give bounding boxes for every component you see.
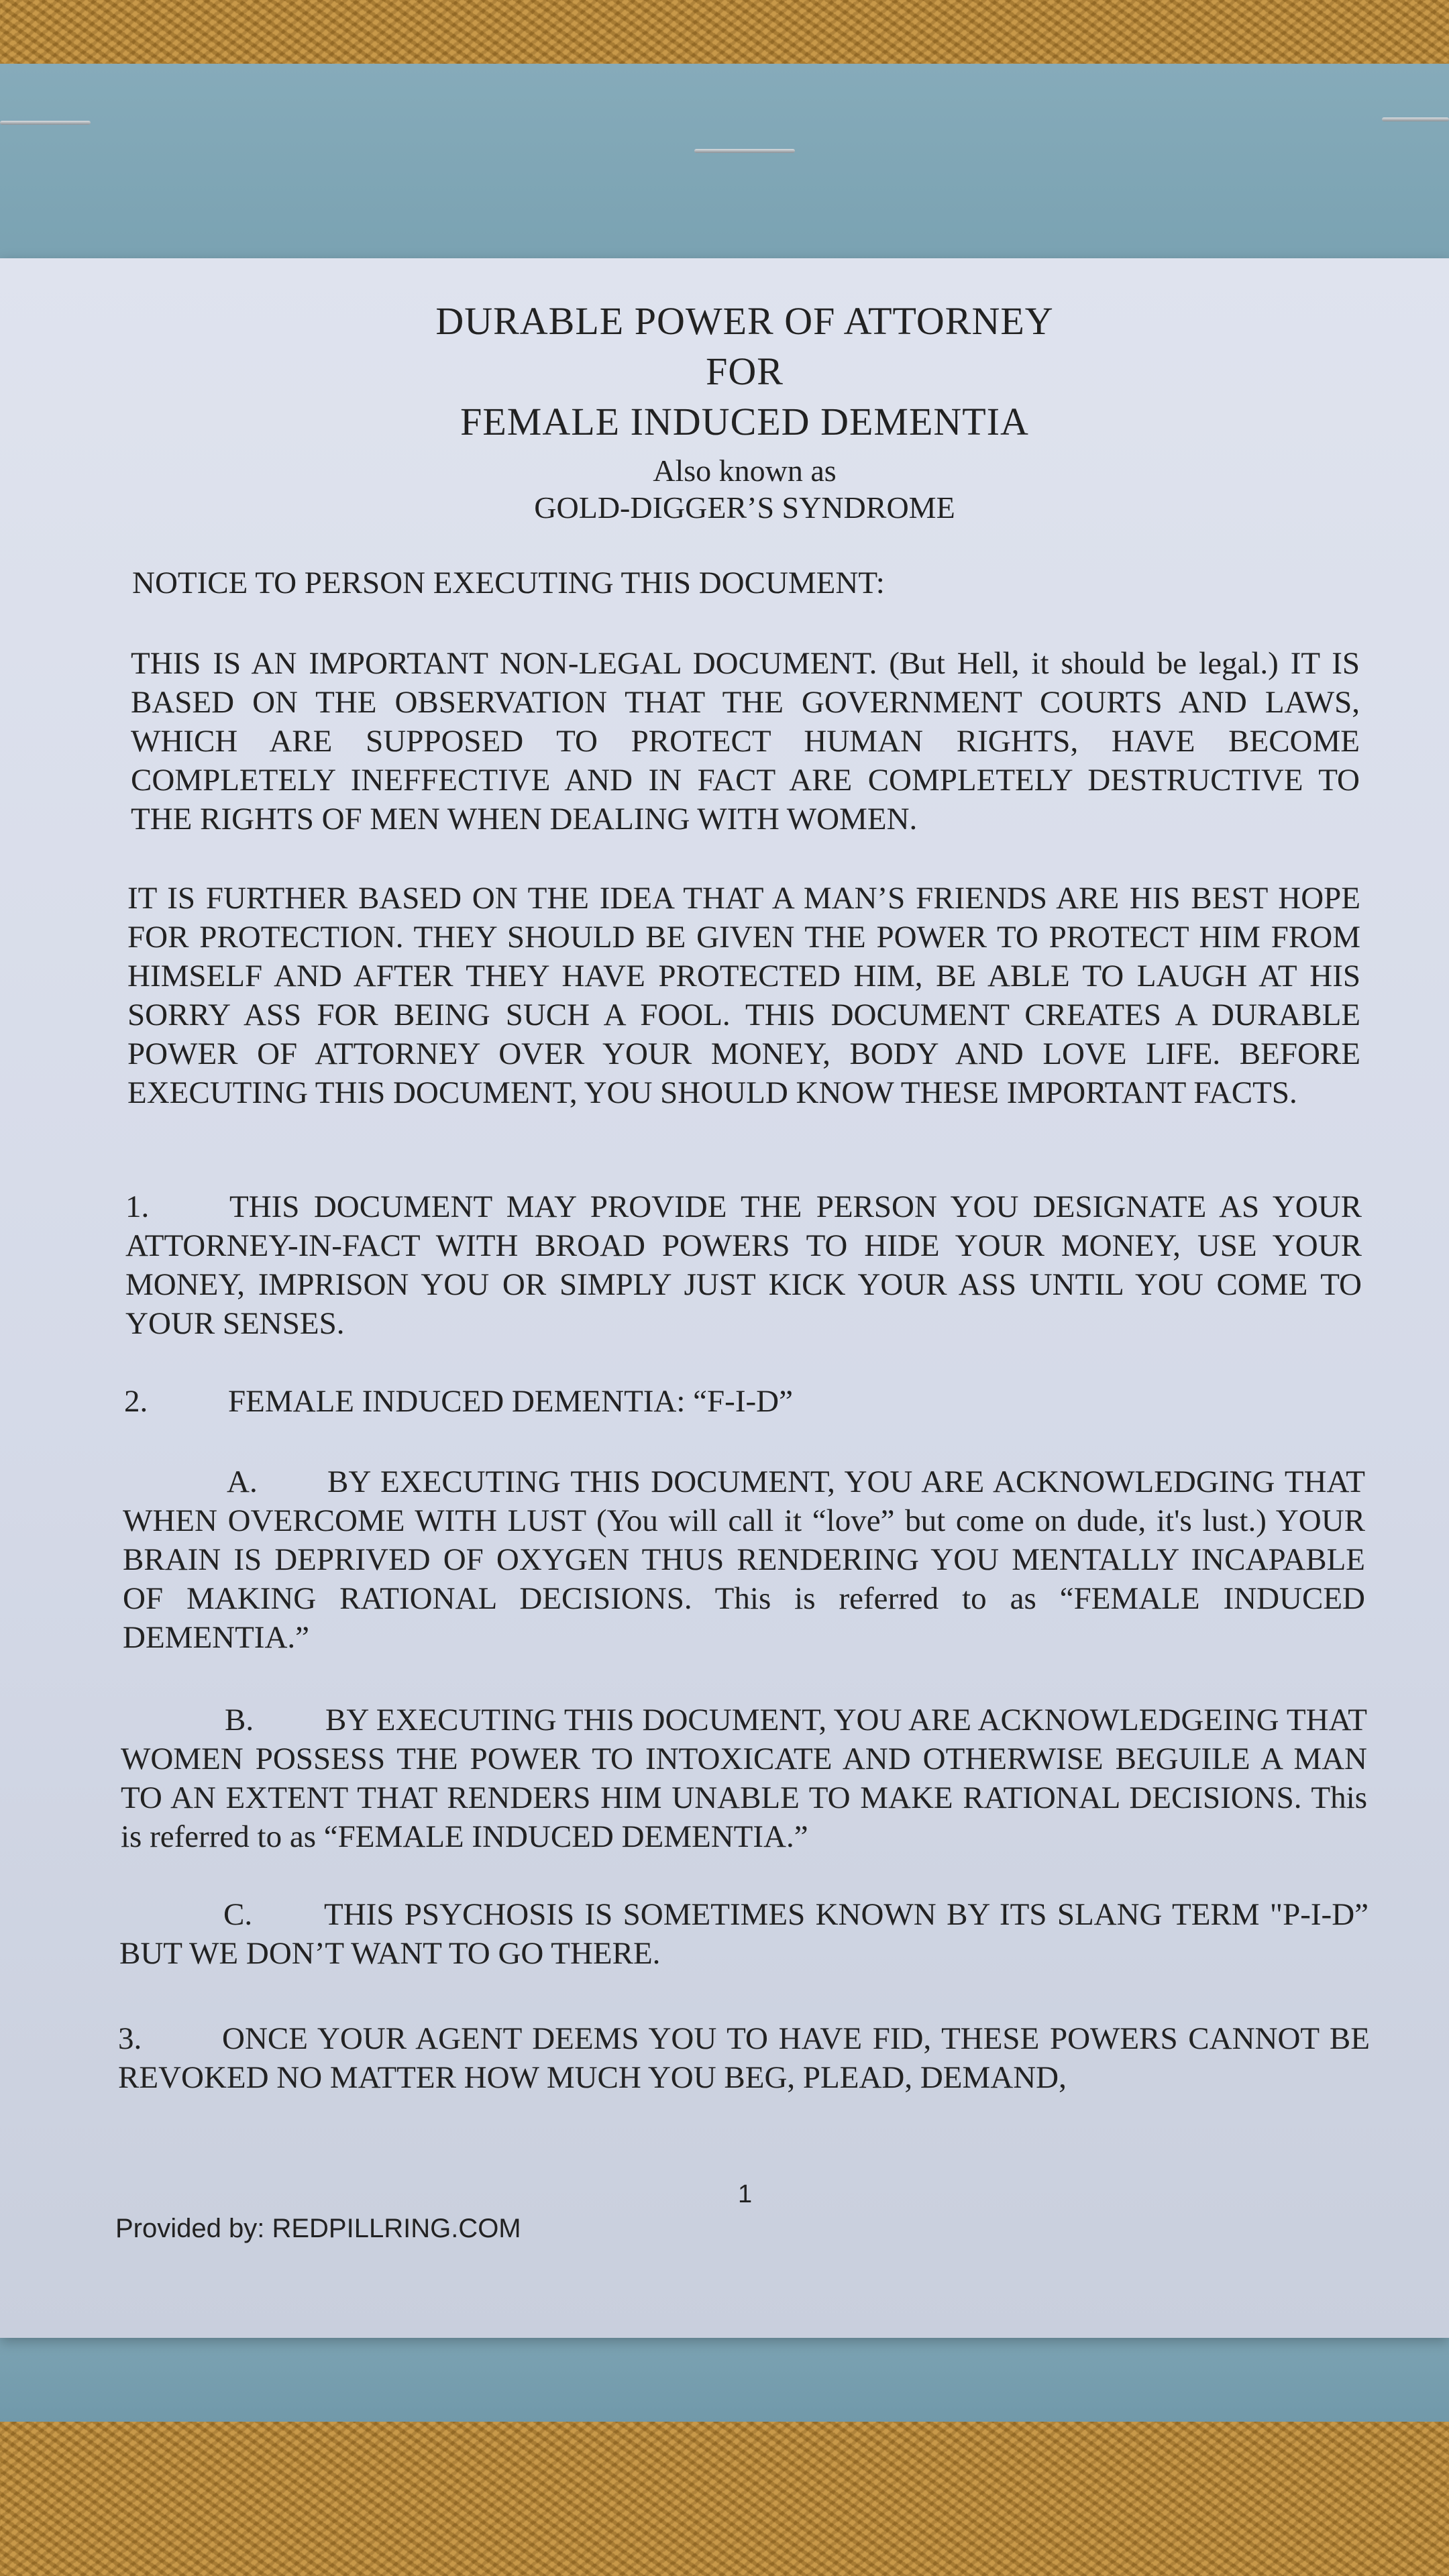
document-title-line-1: DURABLE POWER OF ATTORNEY	[435, 299, 1054, 343]
document-title-line-3: FEMALE INDUCED DEMENTIA	[460, 400, 1029, 443]
provided-by-footer: Provided by: REDPILLRING.COM	[115, 2214, 521, 2243]
list-item-text: FEMALE INDUCED DEMENTIA: “F-I-D”	[228, 1384, 793, 1419]
sub-item-text: BY EXECUTING THIS DOCUMENT, YOU ARE ACKNOWLEDGING THAT WHEN OVERCOME WITH LUST (You will call it “love” but come on dude, it's lust.) YOUR BRAIN IS DEPRIVED OF OXYGEN THUS RENDERING YOU MENTALLY INCAPABLE OF MAKING RATIONAL DECISIONS. This is referred to as “FEMALE INDUCED DEMENTIA.”	[123, 1464, 1365, 1655]
intro-paragraph-1: THIS IS AN IMPORTANT NON-LEGAL DOCUMENT. (But Hell, it should be legal.) IT IS BASED ON THE OBSERVATION THAT THE GOVERNMENT COURTS AND LAWS, WHICH ARE SUPPOSED TO PROTECT HUMAN RIGHTS, HAVE BECOME COMPLETELY INEFFECTIVE AND IN FACT ARE COMPLETELY DESTRUCTIVE TO THE RIGHTS OF MEN WHEN DEALING WITH WOMEN.	[131, 646, 1360, 837]
sub-item-b	[121, 1701, 1367, 1856]
list-item-2	[124, 1382, 1362, 1421]
sub-item-label: B.	[225, 1703, 254, 1737]
folder-cover-bottom	[0, 2328, 1449, 2422]
staple-right	[1382, 117, 1449, 121]
document-subtitle-also-known: Also known as	[653, 453, 837, 488]
list-item-text: THIS DOCUMENT MAY PROVIDE THE PERSON YOU DESIGNATE AS YOUR ATTORNEY-IN-FACT WITH BROAD POWERS TO HIDE YOUR MONEY, USE YOUR MONEY, IMPRISON YOU OR SIMPLY JUST KICK YOUR ASS UNTIL YOU COME TO YOUR SENSES.	[125, 1189, 1362, 1341]
list-item-number: 2.	[124, 1384, 148, 1419]
sub-item-c	[119, 1895, 1368, 1973]
document-page	[0, 258, 1449, 2338]
folder-cover-top	[0, 64, 1449, 265]
document-title-line-2: FOR	[706, 350, 784, 393]
notice-heading: NOTICE TO PERSON EXECUTING THIS DOCUMENT:	[132, 566, 885, 600]
sub-item-text: BY EXECUTING THIS DOCUMENT, YOU ARE ACKNOWLEDGEING THAT WOMEN POSSESS THE POWER TO INTOXICATE AND OTHERWISE BEGUILE A MAN TO AN EXTENT THAT RENDERS HIM UNABLE TO MAKE RATIONAL DECISIONS. This is referred to as “FEMALE INDUCED DEMENTIA.”	[121, 1703, 1367, 1854]
sub-item-a	[123, 1462, 1365, 1657]
list-item-text: ONCE YOUR AGENT DEEMS YOU TO HAVE FID, THESE POWERS CANNOT BE REVOKED NO MATTER HOW MUCH YOU BEG, PLEAD, DEMAND,	[118, 2021, 1370, 2095]
list-item-1	[125, 1187, 1362, 1343]
staple-left	[0, 121, 91, 125]
sub-item-label: C.	[223, 1897, 253, 1932]
page-number: 1	[738, 2180, 753, 2208]
sub-item-label: A.	[227, 1464, 258, 1499]
staple-center	[694, 149, 795, 153]
list-item-3	[118, 2019, 1370, 2097]
intro-paragraph-2: IT IS FURTHER BASED ON THE IDEA THAT A MAN’S FRIENDS ARE HIS BEST HOPE FOR PROTECTION. THEY SHOULD BE GIVEN THE POWER TO PROTECT HIM FROM HIMSELF AND AFTER THEY HAVE PROTECTED HIM, BE ABLE TO LAUGH AT HIS SORRY ASS FOR BEING SUCH A FOOL. THIS DOCUMENT CREATES A DURABLE POWER OF ATTORNEY OVER YOUR MONEY, BODY AND LOVE LIFE. BEFORE EXECUTING THIS DOCUMENT, YOU SHOULD KNOW THESE IMPORTANT FACTS.	[127, 881, 1360, 1110]
sub-item-text: THIS PSYCHOSIS IS SOMETIMES KNOWN BY ITS SLANG TERM "P-I-D” BUT WE DON’T WANT TO GO THERE.	[119, 1897, 1368, 1971]
list-item-number: 1.	[125, 1189, 150, 1224]
list-item-number: 3.	[118, 2021, 142, 2056]
document-subtitle-syndrome: GOLD-DIGGER’S SYNDROME	[534, 490, 955, 525]
